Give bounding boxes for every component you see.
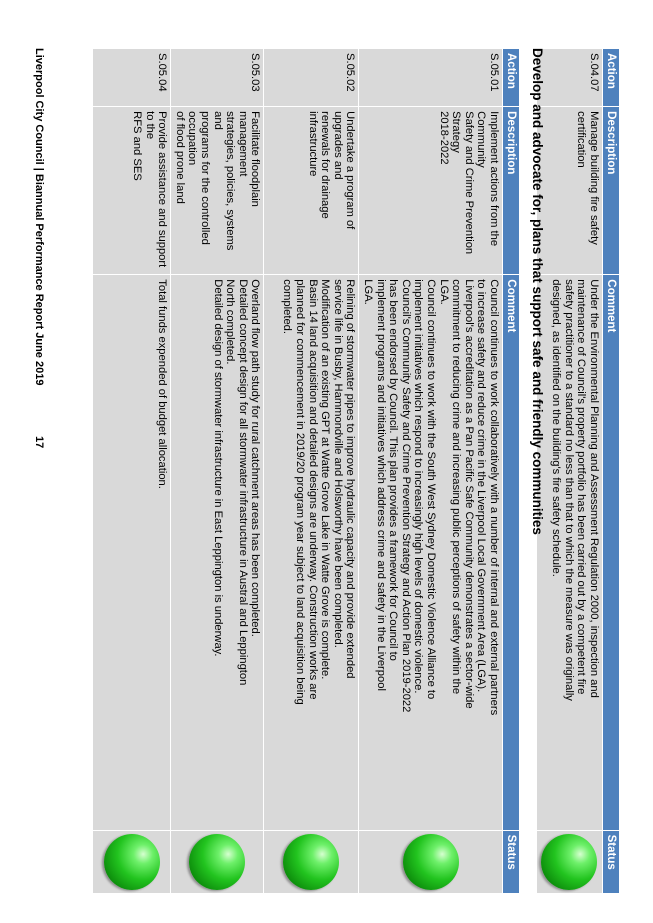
- action-code: S.05.03: [171, 49, 264, 107]
- status-cell: [537, 830, 603, 893]
- section-action-table: [92, 48, 520, 894]
- action-description: Implement actions from the Community Safety and Crime Prevention Strategy 2018-2022: [359, 107, 503, 275]
- status-cell: [171, 830, 264, 893]
- table-row: [264, 49, 359, 894]
- action-code: S.05.02: [264, 49, 359, 107]
- column-header-action: Action: [503, 49, 520, 107]
- column-header-action: Action: [603, 49, 620, 107]
- action-comment: Total funds expended of budget allocation.: [93, 275, 171, 830]
- top-action-table: [536, 48, 620, 894]
- action-code: S.05.01: [359, 49, 503, 107]
- status-cell: [359, 830, 503, 893]
- column-header-comment: Comment: [603, 275, 620, 830]
- column-header-description: Description: [603, 107, 620, 275]
- table-row: [171, 49, 264, 894]
- status-cell: [93, 830, 171, 893]
- column-header-description: Description: [503, 107, 520, 275]
- action-comment: Council continues to work collaboratively with a number of internal and external partners to increase safety and reduce crime in the Liverpool Local Government Area (LGA). Liverpool's accreditation as a Pan Pacific Safe Community demonstrates a sector-wide commitment to reducing crime and increasing public perceptions of safety within the LGA. Council continues to work with the South West Sydney Domestic Violence Alliance to implement initiatives which respond to increasingly high levels of domestic violence. Council's Community Safety and Crime Prevention Strategy and Action Plan 2019-2022 has been endorsed by Council. This plan provides a framework for Council to implement programs and initiatives which address crime and safety in the Liverpool LGA.: [359, 275, 503, 830]
- action-description: Provide assistance and support to the RFS and SES: [93, 107, 171, 275]
- green-status-circle-icon: [403, 834, 459, 890]
- column-header-comment: Comment: [503, 275, 520, 830]
- table-header-row: [503, 49, 520, 894]
- green-status-circle-icon: [283, 834, 339, 890]
- section-heading: Develop and advocate for, plans that support safe and friendly communities: [530, 48, 545, 535]
- action-code: S.05.04: [93, 49, 171, 107]
- table-row: [537, 49, 603, 894]
- green-status-circle-icon: [104, 834, 160, 890]
- green-status-circle-icon: [189, 834, 245, 890]
- action-code: S.04.07: [537, 49, 603, 107]
- action-description: Undertake a program of upgrades and renewals for drainage infrastructure: [264, 107, 359, 275]
- action-description: Manage building fire safety certification: [537, 107, 603, 275]
- action-comment: Overland flow path study for rural catchment areas has been completed. Detailed concept design for all stormwater infrastructure in Austral and Leppington North completed. Detailed design of stormwater infrastructure in East Leppington is underway.: [171, 275, 264, 830]
- action-comment: Under the Environmental Planning and Assessment Regulation 2000, inspection and maintenance of Council's property portfolio has been carried out by a competent fire safety practitioner to a standard no less than that to which the measure was originally designed, as identified on the building's fire safety schedule.: [537, 275, 603, 830]
- action-description: Facilitate floodplain management strategies, policies, systems and programs for the controlled occupation of flood prone land: [171, 107, 264, 275]
- table-row: [93, 49, 171, 894]
- table-header-row: [603, 49, 620, 894]
- action-comment: Relining of stormwater pipes to improve hydraulic capacity and provide extended service life in Busby, Hammondville and Holsworthy have been completed. Modification of an existing GPT at Watte Grove Lake in Watte Grove is complete. Basin 14 land acquisition and detailed designs are underway. Construction works are planned for commencement in 2019/20 program year subject to land acquisition being completed.: [264, 275, 359, 830]
- green-status-circle-icon: [542, 834, 598, 890]
- footer-report-title: Liverpool City Council | Biannual Performance Report June 2019: [33, 48, 45, 386]
- table-row: [359, 49, 503, 894]
- status-cell: [264, 830, 359, 893]
- column-header-status: Status: [603, 830, 620, 893]
- column-header-status: Status: [503, 830, 520, 893]
- page-number: 17: [33, 436, 45, 449]
